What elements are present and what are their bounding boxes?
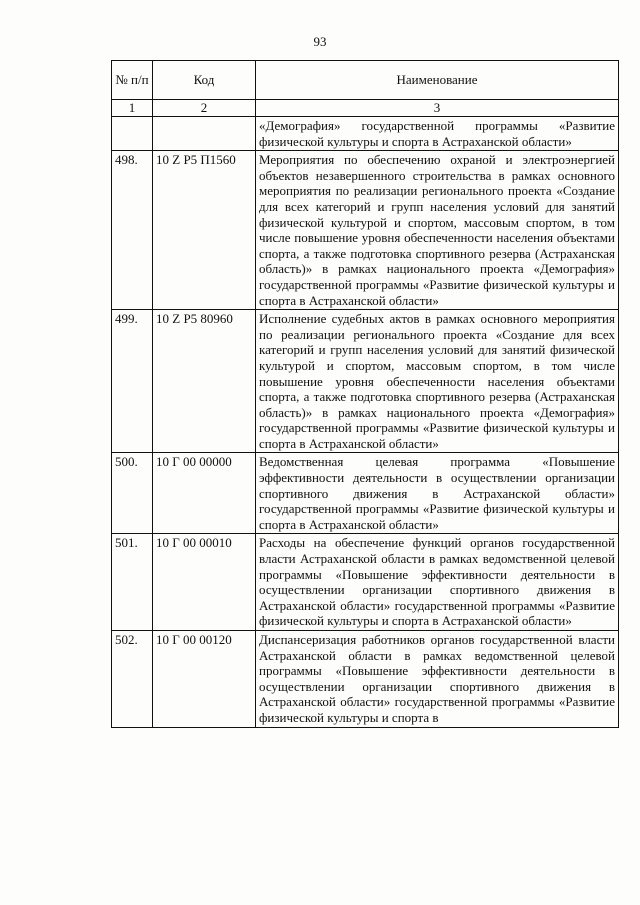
table-row [112,631,619,728]
header-num: № п/п [112,61,153,100]
row-name: Диспансеризация работников органов государственной власти Астраханской области в рамках ведомственной целевой программы «Повышение эффективности деятельности в осуществлении организации спортивного движения в Астраханской области» государственной программы «Развитие физической культуры и спорта в [256,631,619,728]
column-index: 2 [153,100,256,117]
table-row [112,534,619,631]
row-number: 502. [112,631,153,728]
table-row [112,151,619,310]
row-name: Расходы на обеспечение функций органов государственной власти Астраханской области в рамках ведомственной целевой программы «Повышение эффективности деятельности в осуществлении организации спортивного движения в Астраханской области» государственной программы «Развитие физической культуры и спорта в Астраханской области» [256,534,619,631]
row-number: 498. [112,151,153,310]
page-number: 93 [313,34,327,49]
row-code: 10 Z P5 80960 [153,310,256,453]
row-number: 501. [112,534,153,631]
row-code: 10 Z P5 П1560 [153,151,256,310]
header-code: Код [153,61,256,100]
column-index: 3 [256,100,619,117]
row-name: Мероприятия по обеспечению охраной и электроэнергией объектов незавершенного строительства в рамках основного мероприятия по реализации регионального проекта «Создание для всех категорий и групп населения условий для занятий физической культурой и спортом, массовым спортом, в том числе повышение уровня обеспеченности населения объектами спорта, а также подготовка спортивного резерва (Астраханская область)» в рамках национального проекта «Демография» государственной программы «Развитие физической культуры и спорта в Астраханской области» [256,151,619,310]
row-number [112,117,153,151]
budget-classification-table [111,60,619,728]
row-code: 10 Г 00 00000 [153,453,256,534]
row-name: Ведомственная целевая программа «Повышение эффективности деятельности в осуществлении организации спортивного движения в Астраханской области» государственной программы «Развитие физической культуры и спорта в Астраханской области» [256,453,619,534]
table-row [112,117,619,151]
row-number: 499. [112,310,153,453]
column-index-row [112,100,619,117]
row-name: «Демография» государственной программы «Развитие физической культуры и спорта в Астраханской области» [256,117,619,151]
row-code [153,117,256,151]
row-name: Исполнение судебных актов в рамках основного мероприятия по реализации регионального проекта «Создание для всех категорий и групп населения условий для занятий физической культурой и спортом, массовым спортом, в том числе повышение уровня обеспеченности населения объектами спорта, а также подготовка спортивного резерва (Астраханская область)» в рамках национального проекта «Демография» государственной программы «Развитие физической культуры и спорта в Астраханской области» [256,310,619,453]
table-row [112,453,619,534]
table-header-row [112,61,619,100]
row-code: 10 Г 00 00010 [153,534,256,631]
row-code: 10 Г 00 00120 [153,631,256,728]
table-row [112,310,619,453]
row-number: 500. [112,453,153,534]
header-name: Наименование [256,61,619,100]
column-index: 1 [112,100,153,117]
